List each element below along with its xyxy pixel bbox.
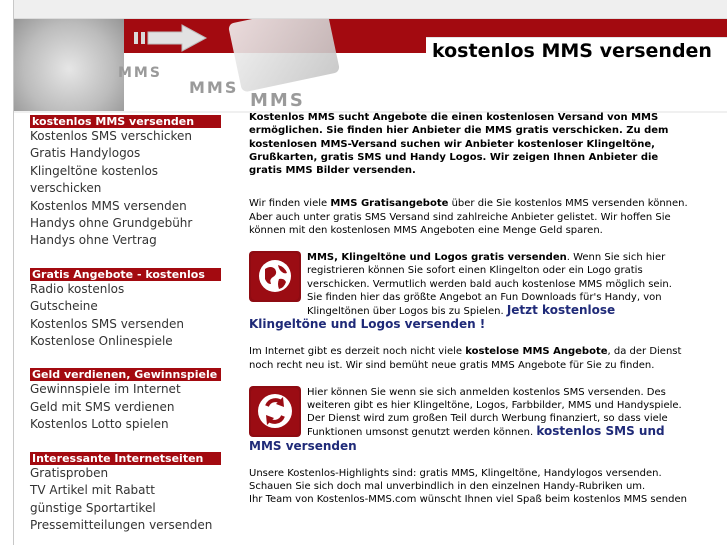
sidebar-item (30, 465, 221, 482)
sidebar-item (30, 482, 221, 499)
sidebar-item (30, 500, 221, 517)
sidebar-link[interactable]: Kostenlos SMS versenden (30, 316, 184, 331)
text: Hier können Sie wenn sie sich anmelden kostenlos SMS versenden. Des weiteren gibt es hier Klingeltöne, Logos, Farbbilder, MMS und Handyspiele. Der Dienst wird zum großen Teil durch Werbung finanziert, so dass viele Funktionen umsonst genutzt werden können. (307, 386, 682, 439)
sidebar-link[interactable]: günstige Sportartikel (30, 500, 156, 515)
intro-text: Kostenlos MMS sucht Angebote die einen kostenlosen Versand von MMS ermöglichen. Sie finden hier Anbieter die MMS gratis verschicken. Zu dem kostenlosen MMS-Versand suchen wir Anbieter kostenloser Klingeltöne, Grußkarten, gratis SMS und Handy Logos. Wir zeigen Ihnen Anbieter die gratis MMS Bilder versenden. (249, 112, 669, 177)
header-banner (14, 19, 727, 111)
sidebar-link[interactable]: Gratis Handylogos (30, 146, 141, 161)
sidebar-section (30, 452, 221, 535)
text: Wir finden viele (249, 198, 331, 210)
sidebar-link[interactable]: Kostenlos Lotto spielen (30, 417, 169, 432)
sidebar-list (30, 381, 221, 433)
text: Schauen Sie sich doch mal unverbindlich in den einzelnen Handy-Rubriken um. (249, 480, 646, 492)
bold-text: MMS Gratisangebote (330, 198, 449, 210)
sidebar-item (30, 316, 221, 333)
banner-word: MMS (250, 90, 305, 111)
sidebar-section-title: Gratis Angebote - kostenlos (30, 268, 221, 281)
main-content (249, 111, 689, 506)
text: . Wenn Sie sich hier registrieren können Sie sofort einen Klingelton oder ein Logo gratis verschicken. Vermutlich werden bald auch kostenlose MMS möglich sein. Sie finden hier das größte Angebot an Fun Downloads für's Handy, von Klingeltönen über Logos bis zu Spielen. (307, 252, 672, 317)
top-strip (14, 0, 727, 19)
sidebar-link[interactable]: Radio kostenlos (30, 281, 125, 296)
sidebar-item (30, 232, 221, 249)
sidebar-link[interactable]: Klingeltöne kostenlos verschicken (30, 163, 159, 196)
bold-text: kostelose MMS Angebote (465, 346, 608, 358)
text: , da der Dienst noch recht neu ist. Wir sind bemüht neue gratis MMS Angebote für Sie zu finden. (249, 346, 682, 371)
sidebar-link[interactable]: Gratisproben (30, 465, 109, 480)
sidebar-section-title: kostenlos MMS versenden (30, 115, 221, 128)
sidebar-list (30, 281, 221, 351)
ringtones-link[interactable]: Jetzt kostenlose Klingeltöne und Logos versenden ! (249, 302, 616, 332)
paragraph-offers (249, 197, 689, 237)
sidebar-link[interactable]: Geld mit SMS verdienen (30, 399, 175, 414)
sidebar-section-title: Interessante Internetseiten (30, 452, 221, 465)
text: über die Sie kostenlos MMS versenden können. (448, 198, 688, 210)
sidebar-item (30, 128, 221, 145)
sidebar-section (30, 368, 221, 433)
banner-photo (14, 19, 124, 111)
sidebar-section (30, 115, 221, 250)
text: Aber auch unter gratis SMS Versand sind zahlreiche Anbieter gelistet. Wir hoffen Sie können mit den kostenlosen MMS Angeboten eine Menge Geld sparen. (249, 211, 671, 236)
text: Unsere Kostenlos-Highlights sind: gratis MMS, Klingeltöne, Handylogos versenden. (249, 467, 662, 479)
sidebar-spacer (30, 250, 221, 268)
sidebar-item (30, 281, 221, 298)
sidebar-item (30, 381, 221, 398)
sidebar-list (30, 465, 221, 535)
sidebar-section-title: Geld verdienen, Gewinnspiele (30, 368, 221, 381)
sidebar (30, 115, 221, 534)
sidebar-link[interactable]: Handys ohne Grundgebühr (30, 216, 193, 231)
globe-icon[interactable] (249, 251, 301, 302)
sidebar-item (30, 517, 221, 534)
sidebar-link[interactable]: Pressemitteilungen versenden (30, 517, 213, 532)
banner-phone-image (228, 19, 340, 93)
text: Im Internet gibt es derzeit noch nicht viele (249, 346, 466, 358)
sidebar-list (30, 128, 221, 250)
sidebar-item (30, 198, 221, 215)
sidebar-link[interactable]: TV Artikel mit Rabatt (30, 483, 155, 498)
sidebar-item (30, 215, 221, 232)
sidebar-spacer (30, 350, 221, 368)
sidebar-link[interactable]: Kostenlose Onlinespiele (30, 334, 173, 349)
arrow-right-icon (134, 23, 214, 53)
ringtones-paragraph (249, 251, 689, 332)
banner-word: MMS (118, 65, 162, 81)
sidebar-item (30, 163, 221, 198)
sidebar-item (30, 416, 221, 433)
site-title: kostenlos MMS versenden (432, 40, 712, 62)
banner-word: MMS (189, 78, 239, 97)
sidebar-link[interactable]: Kostenlos SMS verschicken (30, 129, 193, 143)
text: Ihr Team von Kostenlos-MMS.com wünscht Ihnen viel Spaß beim kostenlos MMS senden (249, 494, 687, 506)
sidebar-link[interactable]: Gutscheine (30, 299, 98, 314)
sms-paragraph (249, 386, 689, 454)
sidebar-spacer (30, 434, 221, 452)
paragraph-mms-offers (249, 345, 689, 371)
sms-mms-link[interactable]: kostenlos SMS und MMS versenden (249, 424, 665, 453)
sidebar-link[interactable]: Gewinnspiele im Internet (30, 382, 181, 397)
sidebar-item (30, 399, 221, 416)
sidebar-section (30, 268, 221, 351)
bold-text: MMS, Klingeltöne und Logos gratis versenden (307, 252, 567, 264)
feature-block-sms (249, 386, 689, 454)
sidebar-link[interactable]: Handys ohne Vertrag (30, 233, 157, 248)
sidebar-item (30, 298, 221, 315)
paragraph-highlights (249, 467, 689, 507)
sidebar-item (30, 333, 221, 350)
feature-block-ringtones (249, 251, 689, 332)
sidebar-link[interactable]: Kostenlos MMS versenden (30, 198, 187, 213)
sidebar-item (30, 145, 221, 162)
refresh-icon[interactable] (249, 386, 301, 437)
